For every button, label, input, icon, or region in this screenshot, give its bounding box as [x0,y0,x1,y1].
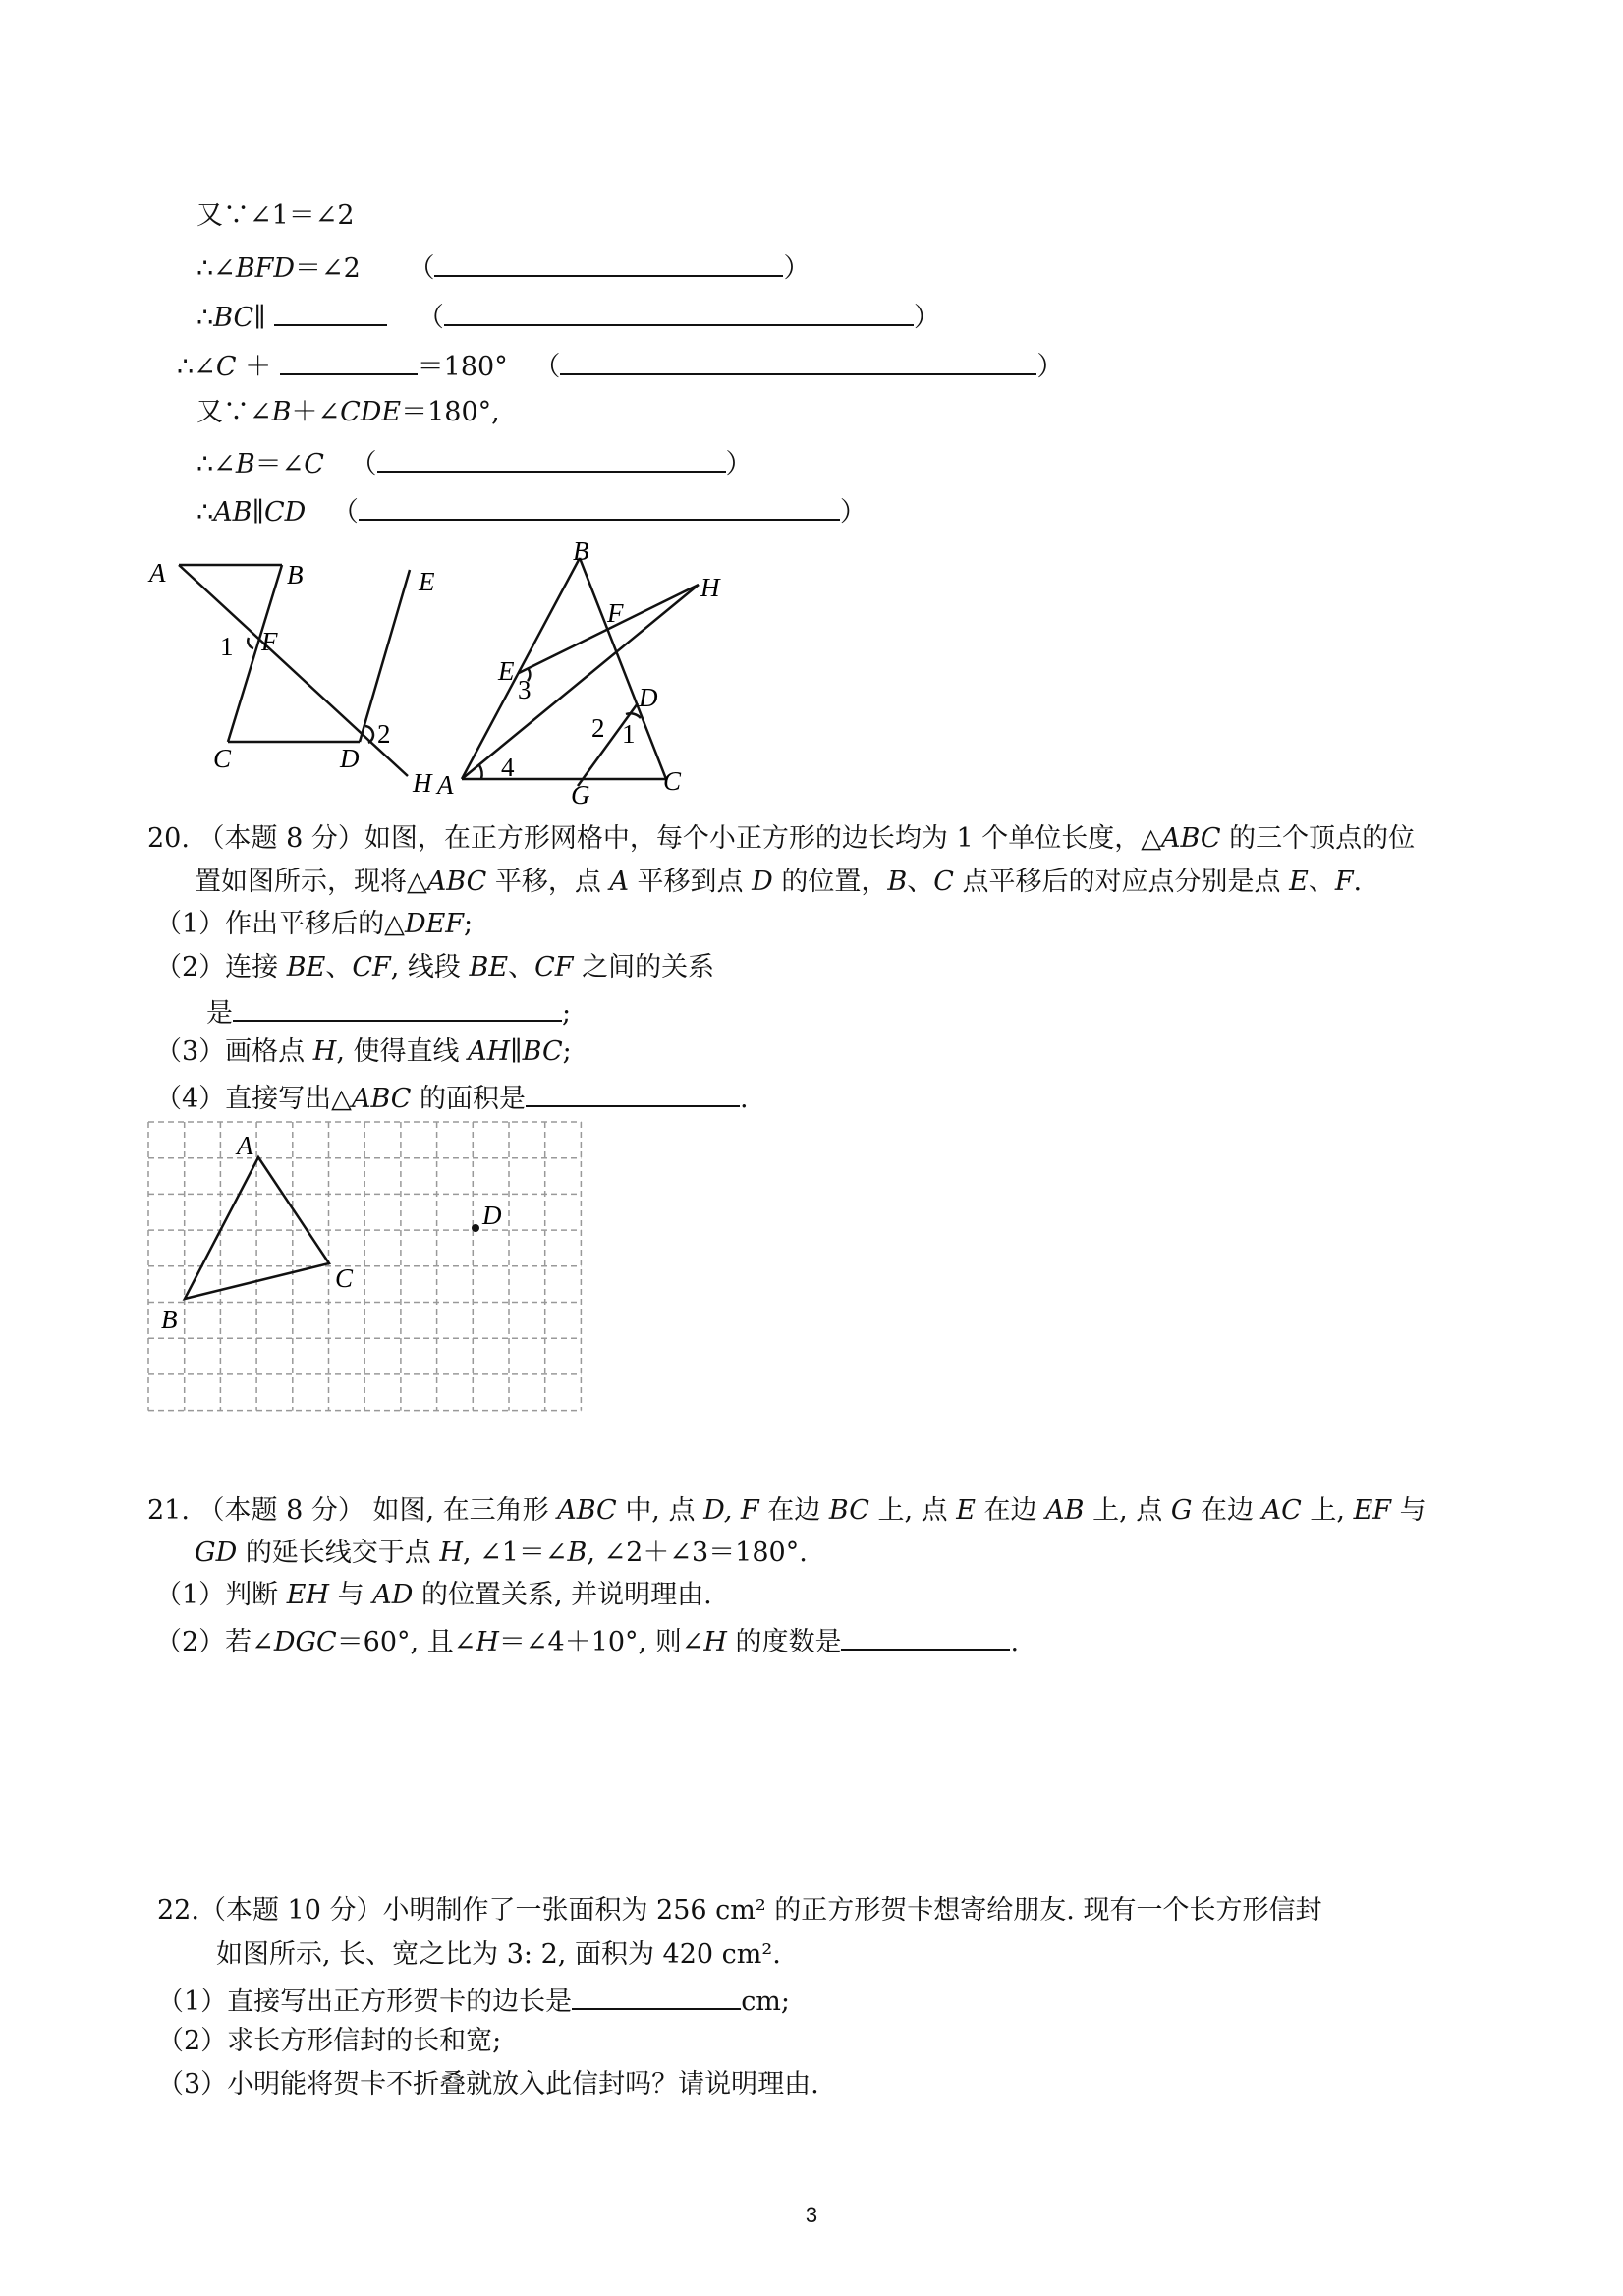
text: BC [213,303,254,333]
text: ∴ [196,497,214,528]
text: （2）若∠ [155,1627,274,1657]
text: , 线段 [390,952,461,982]
text: ∴ [196,303,214,333]
text: GD [195,1538,238,1568]
q20-line-2 [195,865,1362,900]
proof-line-2 [196,248,810,287]
text: 22.（本题 10 分）小明制作了一张面积为 256 cm² 的正方形贺卡想寄给朋友. 现有一个长方形信封 [157,1895,1322,1926]
text: 的位置关系, 并说明理由. [420,1580,712,1610]
reason-blank[interactable] [434,248,783,277]
proof-line-1-text: 又∵∠1＝∠2 [196,200,355,231]
text: ） [783,253,811,284]
q20-part-4 [155,1078,749,1117]
grid-lines [148,1122,581,1411]
text: ABC [557,1495,617,1526]
text: C [304,449,324,479]
q22-part-2 [157,2024,501,2059]
label-d: D [482,1201,502,1230]
text: 如图所示, 长、宽之比为 3: 2, 面积为 420 cm². [216,1939,781,1970]
text: . [1010,1627,1020,1657]
triangle-abc [185,1157,329,1299]
text: AB [213,497,252,528]
text: ∥ [253,303,266,333]
text: （3）小明能将贺卡不折叠就放入此信封吗？请说明理由. [157,2069,819,2100]
text: 的位置， [781,867,888,897]
label-d: D [340,744,360,773]
text: 平移到点 [637,867,744,897]
label-b: B [287,560,304,589]
reason-blank[interactable] [359,491,840,521]
text: （2）求长方形信封的长和宽; [157,2026,502,2056]
page-number: 3 [805,2203,818,2227]
text: 点平移后的对应点分别是点 [962,867,1281,897]
text: , ∠2＋∠3＝180°. [587,1538,808,1568]
text: , 使得直线 [336,1036,460,1067]
text: H [312,1036,337,1067]
text: ） [913,303,940,333]
segment-de [360,570,410,742]
text: ＝∠ [254,449,305,479]
q22-part-1 [157,1981,790,2020]
text: H [703,1627,727,1657]
q21-line-2 [195,1536,808,1571]
text: AB [1045,1495,1085,1526]
label-2: 2 [377,719,391,749]
text: ） [839,497,867,528]
q22-line-2 [216,1937,781,1973]
text: （ [417,303,444,333]
text: C [215,352,237,382]
proof-line-5 [196,395,500,430]
text: D, F [703,1495,759,1526]
text: 20. （本题 8 分）如图，在正方形网格中，每个小正方形的边长均为 1 个单位长度，△ [147,823,1161,854]
text: 上, 点 [877,1495,948,1526]
text: （2）连接 [155,952,279,982]
text: ABC [426,867,487,897]
label-3: 3 [518,675,532,704]
text: ∥ [510,1036,523,1067]
text: BC [522,1036,563,1067]
figure-1 [138,545,452,798]
text: 与 [1399,1495,1427,1526]
q22-header [157,1893,1321,1929]
label-h: H [700,573,720,602]
text: E [1289,867,1309,897]
label-g: G [571,780,590,810]
text: H [476,1627,499,1657]
point-d [472,1224,479,1232]
text: 的延长线交于点 [245,1538,431,1568]
text: ; [562,1036,572,1067]
text: 之间的关系 [582,952,715,982]
text: 、 [508,952,535,982]
text: G [1170,1495,1193,1526]
text: ＋∠ [291,397,341,427]
text: EH [286,1580,330,1610]
text: 是 [206,998,233,1029]
text: D [752,867,773,897]
label-b: B [573,536,589,566]
text: 置如图所示，现将△ [195,867,427,897]
angle-4-arc [479,765,482,779]
text: ＝60°, 且∠ [336,1627,476,1657]
grid-figure [147,1120,589,1415]
text: ∴∠ [196,253,236,284]
text: CDE [340,397,402,427]
text: BE [286,952,326,982]
q21-header [147,1493,1427,1529]
text: 又∵∠ [196,397,272,427]
text: 的面积是 [420,1084,527,1114]
text: 平移，点 [494,867,601,897]
text: DEF [404,909,465,939]
reason-blank[interactable] [377,443,726,473]
text: AH [468,1036,511,1067]
label-a: A [437,770,454,800]
figure-2 [432,535,727,810]
text: B [567,1538,588,1568]
label-f: F [261,627,278,656]
text: 上, [1310,1495,1345,1526]
text: ∴∠ [177,352,216,382]
label-d: D [639,683,658,712]
text: （1）判断 [155,1580,279,1610]
answer-blank[interactable] [526,1078,740,1107]
answer-blank[interactable] [572,1981,741,2010]
text: B [235,449,255,479]
label-c: C [335,1263,354,1293]
text: F [1334,867,1354,897]
text: CD [264,497,307,528]
text: ; [464,909,474,939]
label-1: 1 [622,719,636,749]
text: 上, 点 [1092,1495,1163,1526]
proof-line-4 [177,346,1063,385]
text: 、 [325,952,353,982]
text: 、 [907,867,934,897]
text: DGC [273,1627,337,1657]
label-2: 2 [591,713,605,743]
text: 、 [1308,867,1335,897]
angle-1-arc [248,638,253,648]
text: ＝∠2 [295,253,361,284]
text: （3）画格点 [155,1036,306,1067]
label-c: C [213,744,232,773]
text: 的度数是 [735,1627,842,1657]
text: 21. （本题 8 分） 如图, 在三角形 [147,1495,549,1526]
text: E [956,1495,976,1526]
label-e: E [498,656,515,686]
text: 在边 [983,1495,1037,1526]
q21-part-2 [155,1621,1019,1660]
text: （ [350,449,377,479]
text: B [887,867,908,897]
text: B [271,397,292,427]
q20-part-2-cont [206,992,571,1032]
answer-blank[interactable] [274,297,387,326]
text: BC [828,1495,869,1526]
text: CF [352,952,391,982]
text: ） [725,449,753,479]
proof-line-6 [196,443,753,482]
text: AD [372,1580,414,1610]
label-f: F [607,598,624,628]
q20-header [147,821,1415,857]
text: 的三个顶点的位 [1229,823,1416,854]
q22-part-3 [157,2067,819,2102]
text: （1）作出平移后的△ [155,909,405,939]
text: C [933,867,954,897]
text: 在边 [1201,1495,1255,1526]
label-1: 1 [220,632,234,661]
reason-blank[interactable] [560,346,1036,375]
label-a: A [149,558,166,588]
q21-part-1 [155,1578,712,1613]
text: ＋ [245,352,272,382]
text: cm; [741,1987,791,2017]
text: , ∠1＝∠ [462,1538,568,1568]
text: BFD [235,253,296,284]
text: ＝180° [417,352,508,382]
label-b: B [161,1305,178,1334]
text: （1）直接写出正方形贺卡的边长是 [157,1987,573,2017]
label-e: E [419,567,435,596]
text: BE [469,952,509,982]
segment-ab [462,558,580,779]
reason-blank[interactable] [444,297,914,326]
label-c: C [663,766,682,796]
text: A [609,867,629,897]
proof-line-7 [196,491,867,531]
label-4: 4 [501,753,515,782]
q20-part-2 [155,950,714,985]
text: EF [1353,1495,1392,1526]
text: H [439,1538,463,1568]
text: AC [1261,1495,1302,1526]
text: ; [562,998,572,1029]
text: （ [408,253,435,284]
text: ＝∠4＋10°, 则∠ [498,1627,704,1657]
text: ＝180°, [401,397,500,427]
text: ABC [1160,823,1221,854]
label-a: A [237,1131,253,1160]
answer-blank[interactable] [280,346,418,375]
q20-part-3 [155,1035,572,1070]
text: ∴∠ [196,449,236,479]
text: . [740,1084,749,1114]
proof-line-3 [196,297,940,336]
text: ABC [351,1084,412,1114]
text: （ [533,352,561,382]
text: 与 [337,1580,364,1610]
label-h: H [413,768,432,798]
text: （4）直接写出△ [155,1084,352,1114]
answer-blank[interactable] [841,1621,1010,1651]
text: 中, 点 [625,1495,696,1526]
q20-part-1 [155,907,473,942]
text: 在边 [767,1495,821,1526]
text: （ [331,497,359,528]
text: . [1353,867,1363,897]
proof-line-1 [196,198,355,234]
text: ∥ [252,497,265,528]
text: ） [1036,352,1064,382]
answer-blank[interactable] [233,992,562,1022]
text: CF [534,952,574,982]
